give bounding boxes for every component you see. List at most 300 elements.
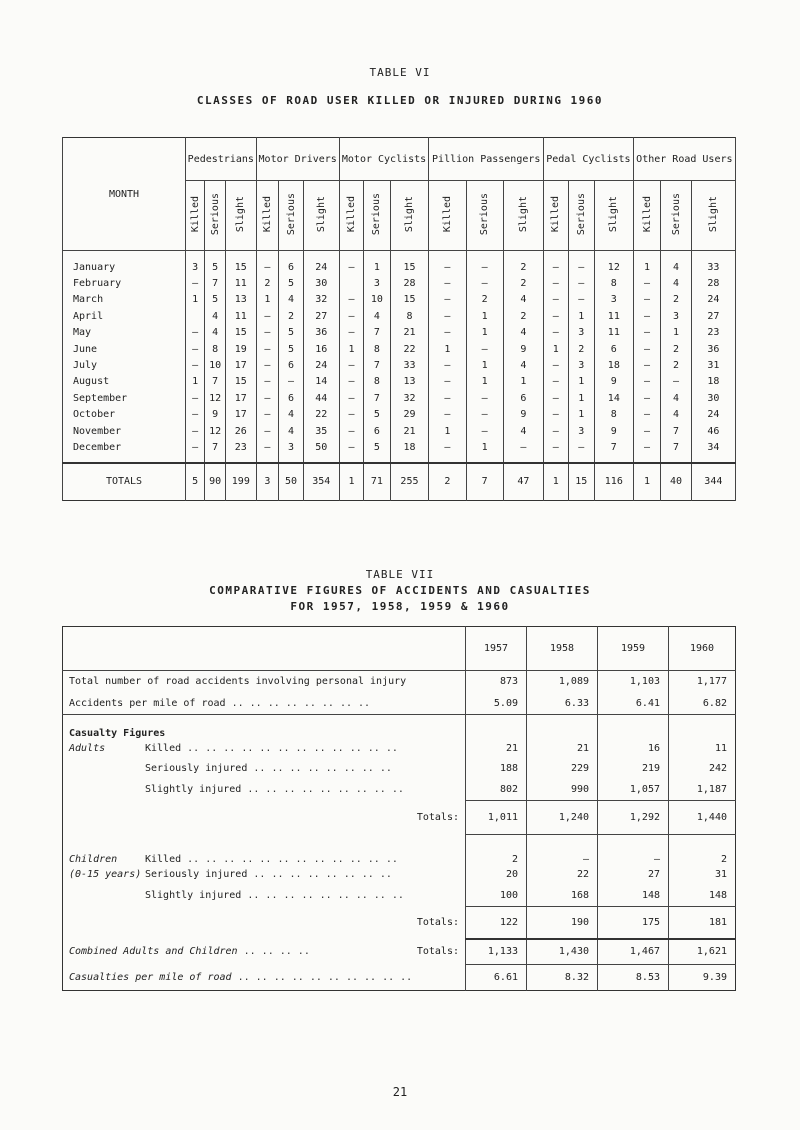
cell: 3 <box>364 275 390 291</box>
cell: 6 <box>364 423 390 439</box>
year-header: 1958 <box>527 627 598 671</box>
cell: 1 <box>568 407 594 423</box>
cell: – <box>339 423 363 439</box>
cell: 11 <box>669 739 736 759</box>
cell: 1,057 <box>598 779 669 801</box>
cell: 11 <box>594 308 633 324</box>
subheader: Slight <box>503 181 543 251</box>
cell: 1 <box>466 308 503 324</box>
cell: 1 <box>429 423 466 439</box>
cell: – <box>466 251 503 276</box>
cell: – <box>339 325 363 341</box>
cell: – <box>186 407 205 423</box>
total-cell: 5 <box>186 463 205 501</box>
children-age: (0-15 years) <box>69 869 142 880</box>
cell: 14 <box>303 374 339 390</box>
table-row <box>63 275 736 291</box>
cell: 6 <box>279 251 304 276</box>
cell: 4 <box>503 423 543 439</box>
cell: 11 <box>226 308 257 324</box>
cell: 802 <box>466 779 527 801</box>
cell: 15 <box>226 251 257 276</box>
cell: 36 <box>303 325 339 341</box>
cell: – <box>598 835 669 865</box>
total-cell: 40 <box>661 463 691 501</box>
cell: 23 <box>226 439 257 462</box>
cell: 12 <box>205 390 226 406</box>
cell: 8.53 <box>598 965 669 991</box>
cell: 27 <box>303 308 339 324</box>
total-cell: 1 <box>633 463 661 501</box>
cell: 10 <box>205 357 226 373</box>
cell: 1,187 <box>669 779 736 801</box>
cell: 26 <box>226 423 257 439</box>
cell: 4 <box>279 292 304 308</box>
cell: 22 <box>303 407 339 423</box>
cell: – <box>633 439 661 462</box>
cell: 1 <box>466 439 503 462</box>
cell: – <box>544 251 568 276</box>
cell: 31 <box>669 865 736 885</box>
cell: – <box>544 390 568 406</box>
cell: 148 <box>598 885 669 907</box>
cell: 5 <box>279 275 304 291</box>
cell: 9 <box>594 423 633 439</box>
cell: 6 <box>503 390 543 406</box>
cell: 17 <box>226 407 257 423</box>
cell: 15 <box>226 374 257 390</box>
cell: 27 <box>598 865 669 885</box>
month-cell: April <box>63 308 186 324</box>
cell: – <box>544 357 568 373</box>
cell: 30 <box>303 275 339 291</box>
month-cell: November <box>63 423 186 439</box>
total-cell: 90 <box>205 463 226 501</box>
cell: 1 <box>503 374 543 390</box>
cell: 1 <box>466 357 503 373</box>
total-cell: 71 <box>364 463 390 501</box>
cell: – <box>466 407 503 423</box>
cell: – <box>186 423 205 439</box>
cell: 13 <box>390 374 429 390</box>
cell: – <box>186 275 205 291</box>
cell: 18 <box>594 357 633 373</box>
total-cell: 116 <box>594 463 633 501</box>
cell: 5 <box>364 407 390 423</box>
table-row <box>63 251 736 276</box>
cell: 1,430 <box>527 939 598 965</box>
cell: 7 <box>661 439 691 462</box>
cell: 1,440 <box>669 801 736 835</box>
cell: 229 <box>527 759 598 779</box>
cell: 1,467 <box>598 939 669 965</box>
total-cell: 1 <box>544 463 568 501</box>
cell: – <box>568 275 594 291</box>
total-cell: 2 <box>429 463 466 501</box>
adults-totals-label: Totals: <box>63 801 466 835</box>
table-row <box>63 341 736 357</box>
cell: 1 <box>466 325 503 341</box>
cell: – <box>339 390 363 406</box>
table-row <box>63 308 736 324</box>
cell: 1 <box>568 308 594 324</box>
cell: 4 <box>661 390 691 406</box>
cell: – <box>544 374 568 390</box>
cell: 4 <box>279 407 304 423</box>
cell: 8 <box>594 407 633 423</box>
cell: – <box>339 374 363 390</box>
cell: 8.32 <box>527 965 598 991</box>
cell: 5 <box>279 325 304 341</box>
cell: – <box>339 439 363 462</box>
cell: 23 <box>691 325 735 341</box>
page-number: 21 <box>392 1085 408 1099</box>
subheader: Killed <box>339 181 363 251</box>
cell: 4 <box>661 275 691 291</box>
cell: 4 <box>205 308 226 324</box>
cell: 1 <box>466 374 503 390</box>
cell: 21 <box>527 739 598 759</box>
cell: 4 <box>279 423 304 439</box>
cell: 32 <box>303 292 339 308</box>
month-cell: January <box>63 251 186 276</box>
cell: 17 <box>226 390 257 406</box>
month-cell: March <box>63 292 186 308</box>
table-row <box>63 439 736 462</box>
cell: 8 <box>364 374 390 390</box>
subheader: Slight <box>303 181 339 251</box>
table6-title: CLASSES OF ROAD USER KILLED OR INJURED DURING 1960 <box>196 94 604 107</box>
table-row <box>63 292 736 308</box>
cell: 2 <box>466 292 503 308</box>
cell: 32 <box>390 390 429 406</box>
cell: 50 <box>303 439 339 462</box>
table6-label: TABLE VI <box>369 66 431 79</box>
cell: 6.82 <box>669 693 736 715</box>
cell: – <box>544 407 568 423</box>
total-cell: 7 <box>466 463 503 501</box>
cell: 6 <box>279 357 304 373</box>
cell: 3 <box>568 325 594 341</box>
table-row <box>63 390 736 406</box>
cell: – <box>186 390 205 406</box>
cell: 46 <box>691 423 735 439</box>
subheader: Serious <box>661 181 691 251</box>
cell: 1,089 <box>527 671 598 693</box>
cell: 24 <box>303 251 339 276</box>
cell: – <box>429 308 466 324</box>
cell: – <box>633 390 661 406</box>
table-row <box>63 357 736 373</box>
cell: 13 <box>226 292 257 308</box>
children-label: Children <box>69 853 118 865</box>
cell: 21 <box>390 325 429 341</box>
cell: 219 <box>598 759 669 779</box>
cell: 5 <box>279 341 304 357</box>
month-cell: December <box>63 439 186 462</box>
cell: 7 <box>364 325 390 341</box>
cell: 3 <box>594 292 633 308</box>
cell: – <box>429 390 466 406</box>
cell: 7 <box>205 439 226 462</box>
children-totals-label: Totals: <box>63 907 466 939</box>
cell: 2 <box>256 275 279 291</box>
cell: 2 <box>568 341 594 357</box>
accidents-per-mile-label: Accidents per mile of road .. .. .. .. .. .. .. .. <box>63 693 466 715</box>
year-header: 1959 <box>598 627 669 671</box>
cell: 34 <box>691 439 735 462</box>
cell: 168 <box>527 885 598 907</box>
cell: 4 <box>503 292 543 308</box>
total-cell: 255 <box>390 463 429 501</box>
cell: 3 <box>568 357 594 373</box>
cell <box>339 275 363 291</box>
month-cell: June <box>63 341 186 357</box>
cell: 19 <box>226 341 257 357</box>
cell: – <box>633 407 661 423</box>
cell: 3 <box>568 423 594 439</box>
cell: 24 <box>691 407 735 423</box>
cell: – <box>544 423 568 439</box>
cell: 9 <box>205 407 226 423</box>
month-cell: July <box>63 357 186 373</box>
combined-label: Combined Adults and Children <box>69 946 238 957</box>
table7-title-line1: COMPARATIVE FIGURES OF ACCIDENTS AND CASUALTIES <box>209 584 591 597</box>
subheader: Killed <box>429 181 466 251</box>
cell: 16 <box>598 739 669 759</box>
subheader: Killed <box>633 181 661 251</box>
cell: 1 <box>429 341 466 357</box>
per-mile-label: Casualties per mile of road <box>69 971 232 983</box>
month-cell: October <box>63 407 186 423</box>
cell: 242 <box>669 759 736 779</box>
cell: 2 <box>669 835 736 865</box>
table-row <box>63 374 736 390</box>
cell: 100 <box>466 885 527 907</box>
total-cell: 354 <box>303 463 339 501</box>
cell: 1,292 <box>598 801 669 835</box>
year-header: 1960 <box>669 627 736 671</box>
month-cell: February <box>63 275 186 291</box>
cell: – <box>256 374 279 390</box>
subheader: Slight <box>226 181 257 251</box>
subheader: Killed <box>256 181 279 251</box>
group-header: Other Road Users <box>633 138 735 181</box>
cell: – <box>466 390 503 406</box>
cell: 9 <box>594 374 633 390</box>
cell: – <box>186 325 205 341</box>
cell <box>186 308 205 324</box>
cell: – <box>633 357 661 373</box>
cell: 175 <box>598 907 669 939</box>
cell: 1,177 <box>669 671 736 693</box>
cell: – <box>429 407 466 423</box>
cell: 24 <box>303 357 339 373</box>
cell: – <box>429 374 466 390</box>
cell: 33 <box>691 251 735 276</box>
cell: 5 <box>205 292 226 308</box>
cell: 7 <box>594 439 633 462</box>
casualty-figures-label: Casualty Figures <box>63 715 466 739</box>
cell: 190 <box>527 907 598 939</box>
total-cell: 3 <box>256 463 279 501</box>
subheader: Slight <box>390 181 429 251</box>
subheader: Serious <box>466 181 503 251</box>
cell: – <box>429 275 466 291</box>
cell: 22 <box>390 341 429 357</box>
cell: 2 <box>661 357 691 373</box>
cell: – <box>466 341 503 357</box>
total-accidents-label: Total number of road accidents involving personal injury <box>63 671 466 693</box>
cell: – <box>466 423 503 439</box>
cell: 188 <box>466 759 527 779</box>
cell: 7 <box>661 423 691 439</box>
cell: – <box>633 308 661 324</box>
cell: 1,621 <box>669 939 736 965</box>
cell: 11 <box>226 275 257 291</box>
cell: 4 <box>503 357 543 373</box>
cell: 28 <box>390 275 429 291</box>
cell: 7 <box>205 374 226 390</box>
cell: 17 <box>226 357 257 373</box>
total-cell: 344 <box>691 463 735 501</box>
subheader: Serious <box>279 181 304 251</box>
cell: 6.61 <box>466 965 527 991</box>
cell: – <box>186 439 205 462</box>
cell: 18 <box>390 439 429 462</box>
subheader: Slight <box>691 181 735 251</box>
cell: – <box>256 423 279 439</box>
cell: 3 <box>186 251 205 276</box>
cell: – <box>256 308 279 324</box>
cell: 11 <box>594 325 633 341</box>
cell: 8 <box>594 275 633 291</box>
cell: – <box>256 390 279 406</box>
cell: – <box>186 341 205 357</box>
cell: 1 <box>568 390 594 406</box>
cell: – <box>633 275 661 291</box>
cell: – <box>186 357 205 373</box>
cell: 122 <box>466 907 527 939</box>
cell: 3 <box>279 439 304 462</box>
cell: – <box>256 325 279 341</box>
adults-label: Adults <box>69 743 106 754</box>
cell: – <box>339 292 363 308</box>
subheader: Serious <box>568 181 594 251</box>
cell: 22 <box>527 865 598 885</box>
cell: 2 <box>503 251 543 276</box>
cell: – <box>661 374 691 390</box>
cell: – <box>633 292 661 308</box>
cell: 2 <box>466 835 527 865</box>
cell: 181 <box>669 907 736 939</box>
table7-title-line2: FOR 1957, 1958, 1959 & 1960 <box>290 600 510 613</box>
cell: – <box>256 341 279 357</box>
cell: 21 <box>466 739 527 759</box>
cell: 9.39 <box>669 965 736 991</box>
cell: 4 <box>364 308 390 324</box>
cell: 10 <box>364 292 390 308</box>
cell: 1 <box>186 292 205 308</box>
cell: – <box>568 251 594 276</box>
cell: 1 <box>339 341 363 357</box>
cell: – <box>256 407 279 423</box>
cell: 8 <box>205 341 226 357</box>
cell: 1 <box>256 292 279 308</box>
cell: – <box>568 292 594 308</box>
cell: 8 <box>390 308 429 324</box>
cell: 1 <box>568 374 594 390</box>
cell: 12 <box>594 251 633 276</box>
month-header: MONTH <box>63 138 186 251</box>
group-header: Pedal Cyclists <box>544 138 634 181</box>
cell: 1,103 <box>598 671 669 693</box>
cell: 5 <box>364 439 390 462</box>
cell: 2 <box>503 308 543 324</box>
cell: – <box>544 325 568 341</box>
month-cell: September <box>63 390 186 406</box>
cell: – <box>503 439 543 462</box>
cell: – <box>633 341 661 357</box>
cell: 7 <box>205 275 226 291</box>
cell: 12 <box>205 423 226 439</box>
subheader: Killed <box>544 181 568 251</box>
cell: – <box>633 325 661 341</box>
table-row <box>63 423 736 439</box>
cell: 16 <box>303 341 339 357</box>
cell: 24 <box>691 292 735 308</box>
table-row <box>63 325 736 341</box>
cell: 9 <box>503 407 543 423</box>
cell: 9 <box>503 341 543 357</box>
cell: – <box>429 251 466 276</box>
cell: 2 <box>279 308 304 324</box>
cell: – <box>429 292 466 308</box>
cell: 148 <box>669 885 736 907</box>
subheader: Killed <box>186 181 205 251</box>
cell: 14 <box>594 390 633 406</box>
total-cell: 47 <box>503 463 543 501</box>
cell: 1 <box>633 251 661 276</box>
group-header: Motor Drivers <box>256 138 339 181</box>
cell: 6 <box>279 390 304 406</box>
cell: 35 <box>303 423 339 439</box>
cell: 18 <box>691 374 735 390</box>
table7-label: TABLE VII <box>365 568 435 581</box>
cell: 8 <box>364 341 390 357</box>
year-header: 1957 <box>466 627 527 671</box>
cell: 1 <box>186 374 205 390</box>
cell: 7 <box>364 390 390 406</box>
cell: 4 <box>205 325 226 341</box>
cell: 4 <box>661 407 691 423</box>
cell: – <box>339 308 363 324</box>
cell: 15 <box>226 325 257 341</box>
cell: 6 <box>594 341 633 357</box>
month-cell: May <box>63 325 186 341</box>
total-cell: 199 <box>226 463 257 501</box>
cell: 7 <box>364 357 390 373</box>
subheader: Serious <box>364 181 390 251</box>
total-cell: 1 <box>339 463 363 501</box>
cell: – <box>256 357 279 373</box>
cell: 20 <box>466 865 527 885</box>
cell: 1,240 <box>527 801 598 835</box>
cell: – <box>339 251 363 276</box>
cell: 3 <box>661 308 691 324</box>
cell: – <box>633 423 661 439</box>
cell: 36 <box>691 341 735 357</box>
